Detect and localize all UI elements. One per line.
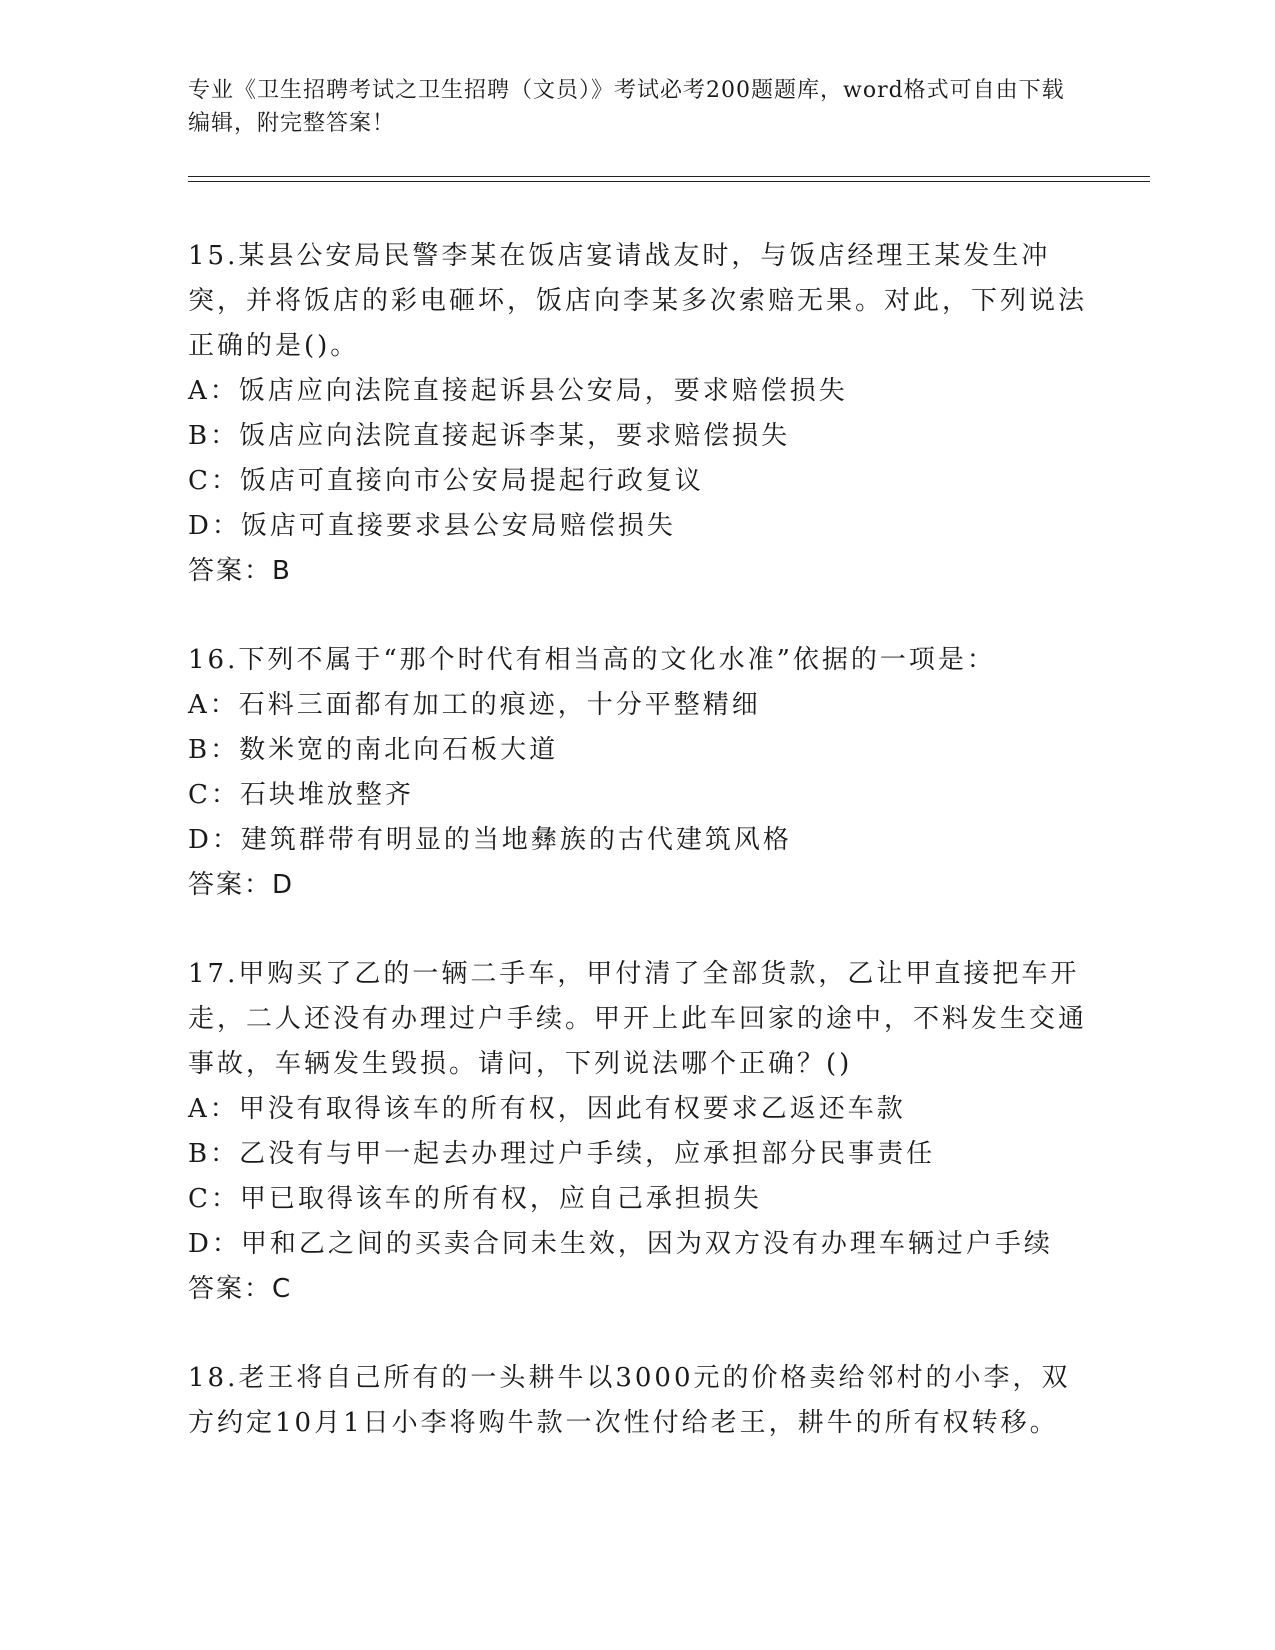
question-list [188, 234, 1088, 1490]
answer-line: 答案：C [188, 1274, 293, 1304]
question-17 [188, 952, 1088, 1312]
document-header: 专业《卫生招聘考试之卫生招聘（文员）》考试必考200题题库，word格式可自由下载编辑，附完整答案！ [188, 78, 1065, 136]
answer-line: 答案：D [188, 870, 295, 900]
option-a: A：饭店应向法院直接起诉县公安局，要求赔偿损失 [188, 376, 848, 406]
option-b: B：乙没有与甲一起去办理过户手续，应承担部分民事责任 [188, 1139, 936, 1169]
question-stem: 18.老王将自己所有的一头耕牛以3000元的价格卖给邻村的小李，双方约定10月1日小李将购牛款一次性付给老王，耕牛的所有权转移。 [188, 1363, 1071, 1438]
question-16 [188, 638, 1088, 908]
question-stem: 16.下列不属于“那个时代有相当高的文化水准”依据的一项是： [188, 645, 996, 675]
option-a: A：甲没有取得该车的所有权，因此有权要求乙返还车款 [188, 1094, 906, 1124]
question-stem: 15.某县公安局民警李某在饭店宴请战友时，与饭店经理王某发生冲突，并将饭店的彩电砸坏，饭店向李某多次索赔无果。对此，下列说法正确的是()。 [188, 241, 1088, 361]
option-c: C：石块堆放整齐 [188, 780, 414, 810]
header-divider-bottom [188, 181, 1150, 182]
option-b: B：饭店应向法院直接起诉李某，要求赔偿损失 [188, 421, 791, 451]
header-divider-top [188, 176, 1150, 177]
question-18 [188, 1356, 1088, 1446]
question-stem: 17.甲购买了乙的一辆二手车，甲付清了全部货款，乙让甲直接把车开走，二人还没有办理过户手续。甲开上此车回家的途中，不料发生交通事故，车辆发生毁损。请问，下列说法哪个正确？() [188, 959, 1088, 1079]
option-c: C：甲已取得该车的所有权，应自己承担损失 [188, 1184, 762, 1214]
answer-line: 答案：B [188, 556, 292, 586]
option-d: D：甲和乙之间的买卖合同未生效，因为双方没有办理车辆过户手续 [188, 1229, 1053, 1259]
option-d: D：建筑群带有明显的当地彝族的古代建筑风格 [188, 825, 792, 855]
option-a: A：石料三面都有加工的痕迹，十分平整精细 [188, 690, 761, 720]
option-d: D：饭店可直接要求县公安局赔偿损失 [188, 511, 676, 541]
option-c: C：饭店可直接向市公安局提起行政复议 [188, 466, 704, 496]
option-b: B：数米宽的南北向石板大道 [188, 735, 559, 765]
question-15 [188, 234, 1088, 594]
